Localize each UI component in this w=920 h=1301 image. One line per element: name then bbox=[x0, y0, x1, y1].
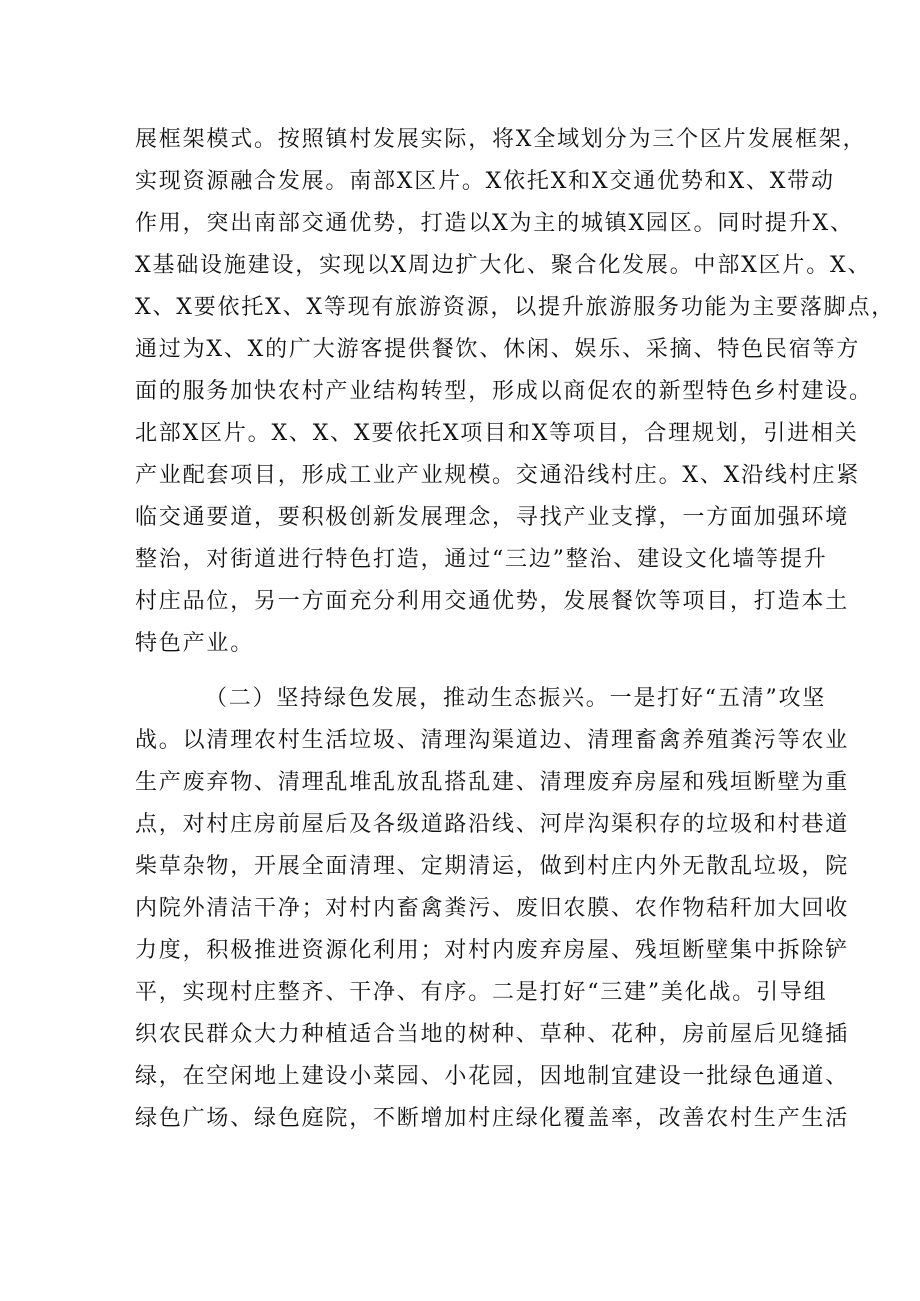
section-heading-line: （二）坚持绿色发展，推动生态振兴。一是打好“五清”攻坚 bbox=[205, 686, 827, 711]
paragraph-line: 生产废弃物、清理乱堆乱放乱搭乱建、清理废弃房屋和残垣断壁为重 bbox=[135, 770, 850, 795]
paragraph-line: 产业配套项目，形成工业产业规模。交通沿线村庄。X、X沿线村庄紧 bbox=[135, 463, 861, 488]
paragraph-line-last: 特色产业。 bbox=[135, 631, 255, 656]
paragraph-line: X基础设施建设，实现以X周边扩大化、聚合化发展。中部X区片。X、 bbox=[135, 253, 872, 278]
paragraph-line: X、X要依托X、X等现有旅游资源，以提升旅游服务功能为主要落脚点， bbox=[135, 295, 896, 320]
paragraph-line: 通过为X、X的广大游客提供餐饮、休闲、娱乐、采摘、特色民宿等方 bbox=[135, 337, 861, 362]
paragraph-line: 展框架模式。按照镇村发展实际，将X全域划分为三个区片发展框架， bbox=[135, 127, 867, 152]
paragraph-line: 柴草杂物，开展全面清理、定期清运，做到村庄内外无散乱垃圾，院 bbox=[135, 854, 850, 879]
paragraph-line: 作用，突出南部交通优势，打造以X为主的城镇X园区。同时提升X、 bbox=[135, 211, 854, 236]
paragraph-line: 战。以清理农村生活垃圾、清理沟渠道边、清理畜禽养殖粪污等农业 bbox=[135, 728, 850, 753]
paragraph-line: 临交通要道，要积极创新发展理念，寻找产业支撑，一方面加强环境 bbox=[135, 505, 850, 530]
paragraph-line: 织农民群众大力种植适合当地的树种、草种、花种，房前屋后见缝插 bbox=[135, 1022, 850, 1047]
paragraph-line: 绿，在空闲地上建设小菜园、小花园，因地制宜建设一批绿色通道、 bbox=[135, 1064, 850, 1089]
paragraph-line: 平，实现村庄整齐、干净、有序。二是打好“三建”美化战。引导组 bbox=[135, 980, 828, 1005]
paragraph-line: 村庄品位，另一方面充分利用交通优势，发展餐饮等项目，打造本土 bbox=[135, 589, 850, 614]
paragraph-line: 实现资源融合发展。南部X区片。X依托X和X交通优势和X、X带动 bbox=[135, 169, 835, 194]
paragraph-line: 整治，对街道进行特色打造，通过“三边”整治、建设文化墙等提升 bbox=[135, 547, 828, 572]
paragraph-line: 点，对村庄房前屋后及各级道路沿线、河岸沟渠积存的垃圾和村巷道 bbox=[135, 812, 850, 837]
paragraph-line: 绿色广场、绿色庭院，不断增加村庄绿化覆盖率，改善农村生产生活 bbox=[135, 1106, 850, 1131]
paragraph-line: 力度，积极推进资源化利用；对村内废弃房屋、残垣断壁集中拆除铲 bbox=[135, 938, 850, 963]
paragraph-line: 北部X区片。X、X、X要依托X项目和X等项目，合理规划，引进相关 bbox=[135, 421, 859, 446]
paragraph-line: 面的服务加快农村产业结构转型，形成以商促农的新型特色乡村建设。 bbox=[135, 379, 873, 404]
paragraph-line: 内院外清洁干净；对村内畜禽粪污、废旧农膜、农作物秸秆加大回收 bbox=[135, 896, 850, 921]
